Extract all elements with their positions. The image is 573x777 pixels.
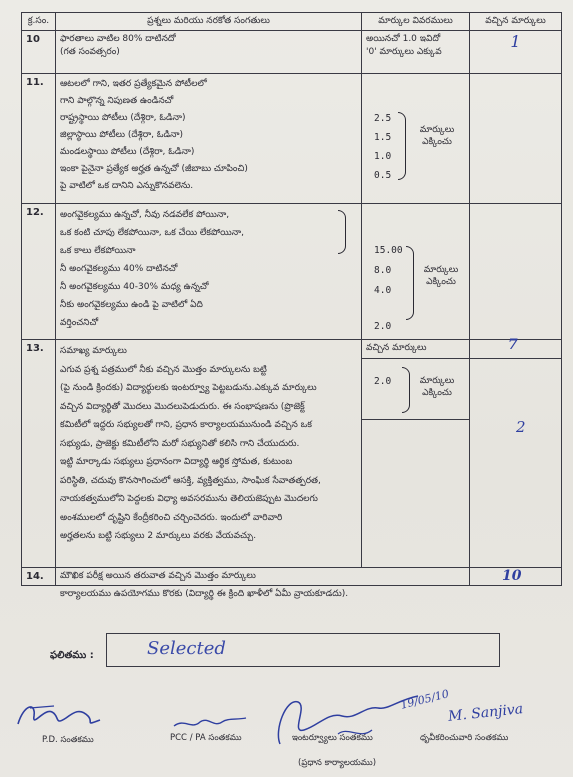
- obtained-value: 1: [510, 32, 521, 51]
- question-cell: [56, 204, 362, 340]
- marks-line: అయినచో 1.0 ఇవిదో: [366, 34, 441, 44]
- obtained-cell: [470, 337, 562, 568]
- question-line: పరిస్థితి, చదువు కొనసాగించులో ఆసక్తి, వ్యక్తిత్వము, సాంఘిక సేవాతత్పరత,: [60, 475, 321, 486]
- verifier-name: M. Sanjiva: [447, 701, 524, 725]
- obtained-value: 10: [502, 568, 522, 584]
- question-line: మౌఖిక పరీక్ష అయిన తరువాత వచ్చిన మొత్తం మార్కులు: [60, 571, 256, 581]
- marks-value: 2.0: [374, 321, 392, 332]
- question-line: రాష్ట్రస్థాయి పోటీలు (దేశ్గిరా, ఓడినా): [60, 113, 186, 123]
- question-line: నీకు అంగవైకల్యము ఉండి పై వాటిలో ఏది: [60, 300, 203, 310]
- obtained-cell: [470, 31, 562, 74]
- brace-label-line: ఎక్కించు: [422, 137, 452, 147]
- question-line: మండలస్థాయి పోటీలు (దేశ్గిరా, ఓడినా): [60, 147, 195, 157]
- result-box: [106, 633, 500, 667]
- result-value: Selected: [147, 638, 226, 659]
- obtained-cell: [470, 204, 562, 340]
- obtained-value: 2: [516, 418, 526, 436]
- table-row: [22, 31, 562, 74]
- row-number: 11.: [22, 74, 56, 204]
- marks-value: 8.0: [374, 265, 392, 276]
- pd-signature-mark: [14, 698, 104, 734]
- question-line: సభ్యుడు, ప్రాజెక్టు కమిటీలోని మరో సభ్యునితో కలిసి గాని చేయుదురు.: [60, 438, 300, 449]
- marks-cell: [362, 31, 470, 74]
- marks-subheader: వచ్చిన మార్కులు: [362, 340, 469, 359]
- obtained-total-value: 7: [508, 337, 518, 353]
- brace-label-line: ఎక్కించు: [422, 388, 452, 398]
- question-line: అంగవైకల్యము ఉన్నచో, నీవు నడవలేక పోయినా,: [60, 210, 230, 220]
- interviewer-signature-label: ఇంటర్వ్యూలు సంతకము: [292, 733, 373, 743]
- curly-brace: [338, 210, 346, 254]
- obtained-cell: [470, 74, 562, 204]
- pd-signature-label: P.D. సంతకము: [42, 735, 94, 745]
- header-marks-obtained: వచ్చిన మార్కులు: [470, 13, 562, 31]
- brace-label-line: మార్కులు: [419, 376, 455, 386]
- question-cell: [56, 340, 362, 568]
- row-number: 10: [22, 31, 56, 74]
- question-line: ఫారతాలు వాటిల 80% దాటినదో: [60, 34, 176, 44]
- interviewer-signature-sublabel: (ప్రధాన కార్యాలయము): [298, 758, 377, 768]
- marks-value: 1.0: [374, 151, 392, 162]
- question-line: కమిటీలో ఇద్దరు సభ్యులతో గాని, ప్రధాన కార్యాలయమునుండి వచ్చిన ఒక: [60, 420, 312, 430]
- marks-value: 2.5: [374, 113, 392, 124]
- brace-label: [412, 375, 462, 399]
- table-row: [22, 568, 562, 586]
- marks-cell: [362, 340, 470, 568]
- curly-brace: [398, 112, 406, 180]
- table-row: [22, 340, 562, 568]
- result-label: ఫలితము :: [50, 650, 94, 661]
- header-marks-details: మార్కుల వివరములు: [362, 13, 470, 31]
- question-line: ఇట్టి మార్కాడు సభ్యులు ప్రధానంగా విద్యార్థి ఆర్థిక స్తోమత, కుటుంబ: [60, 457, 293, 467]
- marks-value: 4.0: [374, 285, 392, 296]
- question-line: ఒక కాలు లేకపోయినా: [60, 246, 136, 256]
- question-line: నీ అంగవైకల్యము 40-30% మధ్య ఉన్నచో: [60, 282, 209, 292]
- row-number: 12.: [22, 204, 56, 340]
- question-line: వచ్చిన విద్యార్థితో మొదలు మొదలుపెడుదురు. ఈ సంభాషణను (ప్రొజెక్ట్: [60, 401, 305, 412]
- marks-value: 0.5: [374, 170, 392, 181]
- question-line: అర్హతలను బట్టి సభ్యులు 2 మార్కులు వరకు వేయవచ్చు.: [60, 531, 257, 541]
- brace-label-line: ఎక్కించు: [426, 277, 456, 287]
- brace-label: [416, 264, 466, 288]
- obtained-cell: [470, 568, 562, 586]
- brace-label-line: మార్కులు: [419, 125, 455, 135]
- question-line: అంశములలో దృష్టిని కేంద్రీకరించి చర్చించెదరు. ఇందులో వారివారి: [60, 512, 283, 523]
- curly-brace: [406, 246, 414, 320]
- table-row: [22, 74, 562, 204]
- row-number: 14.: [22, 568, 56, 586]
- brace-label-line: మార్కులు: [423, 265, 459, 275]
- curly-brace: [402, 367, 410, 413]
- question-line: నీ అంగవైకల్యము 40% దాటినచో: [60, 264, 178, 274]
- question-line: గాని పాల్గొన్న నిపుణత ఉండినచో: [60, 96, 174, 106]
- question-line: (పై నుండి క్రిందకు) విద్యార్థులకు ఇంటర్వ్యూ పెట్టబడును.ఎక్కువ మార్కులు: [60, 383, 317, 393]
- question-line: ఇంకా పైనైనా ప్రత్యేక అర్హత ఉన్నచో (జీబాబు చూపించి): [60, 164, 248, 174]
- question-line: జిల్లాస్థాయి పోటీలు (దేశ్గిరా, ఓడినా): [60, 130, 183, 140]
- question-line: పై వాటిలో ఒక దానిని ఎన్నుకొనవలెను.: [60, 181, 194, 191]
- header-serial: క్ర.సం.: [22, 13, 56, 31]
- marks-value: 1.5: [374, 132, 392, 143]
- marks-cell: [362, 204, 470, 340]
- question-cell: [56, 74, 362, 204]
- marks-value: 2.0: [374, 376, 392, 387]
- marks-cell: [362, 74, 470, 204]
- question-line: వర్తించనిచో: [60, 318, 99, 328]
- question-line: నాయకత్వములోని పెద్దలకు విధ్యా అవసరమును తెలియజెప్పుట మొదలగు: [60, 494, 318, 504]
- marks-line: '0' మార్కులు ఎక్కువ: [366, 47, 442, 57]
- office-use-note: కార్యాలయము ఉపయోగము కొరకు (విద్యార్థి ఈ క్రింది ఖాళీలో ఏమీ వ్రాయకూడదు).: [60, 589, 349, 599]
- question-line: సమాఖ్య మార్కులు: [60, 346, 127, 356]
- question-line: ఎగువ ప్రశ్న పత్రములో నీకు వచ్చిన మొత్తం మార్కులను బట్టి: [60, 364, 267, 375]
- header-question: ప్రశ్నలు మరియు నరకోత సంగతులు: [56, 13, 362, 31]
- signature-date: 19/05/10: [399, 687, 451, 712]
- table-header-row: [22, 13, 562, 31]
- brace-label: [410, 124, 464, 148]
- row-number: 13.: [22, 340, 56, 568]
- marks-table: [21, 12, 562, 586]
- marks-value: 15.00: [374, 245, 403, 256]
- question-line: (గత సంవత్సరం): [60, 47, 120, 57]
- verifier-signature-label: ధృవీకరించువారి సంతకము: [420, 733, 509, 743]
- question-line: ఒక కంటి చూపు లేకపోయినా, ఒక చేయి లేకపోయినా,: [60, 228, 244, 238]
- question-cell: [56, 31, 362, 74]
- question-line: ఆటలలో గాని, ఇతర ప్రత్యేకమైన పోటీలలో: [60, 79, 207, 89]
- pcc-signature-label: PCC / PA సంతకము: [170, 733, 242, 743]
- table-row: [22, 204, 562, 340]
- question-cell: [56, 568, 470, 586]
